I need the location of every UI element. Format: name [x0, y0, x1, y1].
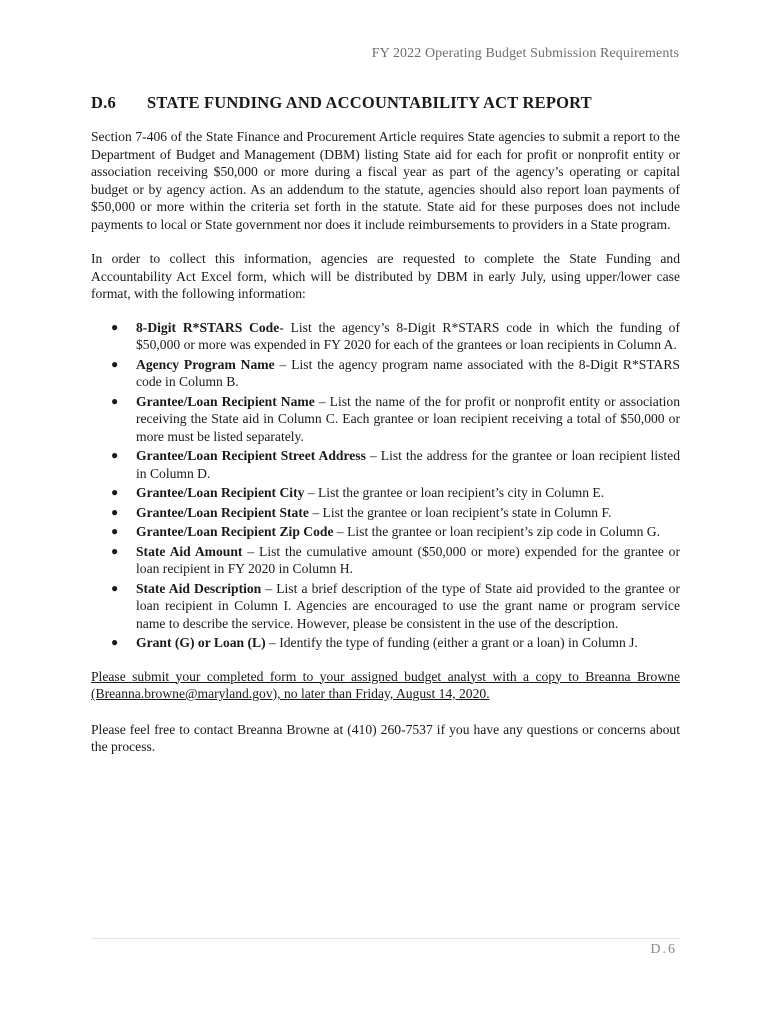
- field-list-item: [91, 580, 680, 633]
- bullet-icon: ●: [111, 319, 119, 334]
- collection-paragraph: In order to collect this information, agencies are requested to complete the State Funding and Accountability Act Excel form, which will be distributed by DBM in early July, using upper/lower case format, with the following information:: [91, 251, 680, 301]
- field-list: [91, 319, 680, 652]
- field-list-item: [91, 523, 680, 541]
- field-description: – List the grantee or loan recipient’s city in Column E.: [304, 485, 605, 500]
- field-list-item: [91, 447, 680, 482]
- field-term: State Aid Amount: [136, 543, 243, 559]
- bullet-icon: ●: [111, 543, 119, 558]
- field-description: – List the address for the grantee or loan recipient listed in Column D.: [136, 448, 681, 481]
- page-number: D.6: [650, 942, 677, 957]
- field-description: – Identify the type of funding (either a grant or a loan) in Column J.: [265, 635, 638, 650]
- field-term: Grantee/Loan Recipient Zip Code: [136, 524, 334, 539]
- section-body: [91, 128, 680, 756]
- field-description: – List a brief description of the type of State aid provided to the grantee or loan recipient in Column I. Agencies are encouraged to use the grant name or program service name to describe the service. However, please be consistent in the use of the description.: [136, 580, 680, 631]
- bullet-icon: ●: [111, 524, 119, 538]
- field-description: – List the cumulative amount ($50,000 or more) expended for the grantee or loan recipient in FY 2020 in Column H.: [136, 543, 680, 576]
- field-list-item: [91, 319, 680, 354]
- submission-instructions: Please submit your completed form to your assigned budget analyst with a copy to Breanna Browne (Breanna.browne@maryland.gov), no later than Friday, August 14, 2020.: [91, 668, 680, 701]
- section-number: D.6: [91, 93, 116, 112]
- bullet-icon: ●: [111, 485, 119, 499]
- field-term: Agency Program Name: [136, 356, 275, 372]
- field-term: Grantee/Loan Recipient City: [136, 485, 305, 500]
- field-list-item: [91, 356, 680, 391]
- field-term: Grantee/Loan Recipient Street Address: [136, 448, 366, 463]
- field-description: – List the grantee or loan recipient’s zip code in Column G.: [333, 524, 661, 539]
- field-term: Grantee/Loan Recipient State: [136, 504, 309, 520]
- running-header: FY 2022 Operating Budget Submission Requirements: [371, 46, 679, 61]
- field-term: 8-Digit R*STARS Code: [136, 319, 280, 335]
- intro-paragraph: Section 7-406 of the State Finance and Procurement Article requires State agencies to submit a report to the Department of Budget and Management (DBM) listing State aid for each for profit or nonprofit entity or association receiving $50,000 or more during a fiscal year as part of the agency’s operating or capital budget or by agency action. As an addendum to the statute, agencies should also report loan payments of $50,000 or more within the criteria set forth in the statute. State aid for these purposes does not include payments to local or State government nor does it include reimbursements to providers in a State program.: [91, 129, 680, 232]
- field-description: – List the agency program name associated with the 8-Digit R*STARS code in Column B.: [136, 356, 680, 389]
- field-list-item: [91, 484, 680, 502]
- field-description: - List the agency’s 8-Digit R*STARS code in which the funding of $50,000 or more was expended in FY 2020 for each of the grantees or loan recipients in Column A.: [136, 319, 680, 352]
- field-description: – List the name of the for profit or nonprofit entity or association receiving the State aid in Column C. Each grantee or loan recipient receiving a total of $50,000 or more must be listed separately.: [136, 393, 680, 444]
- bullet-icon: ●: [111, 504, 119, 519]
- bullet-icon: ●: [111, 448, 119, 462]
- field-list-item: [91, 543, 680, 578]
- field-list-item: [91, 393, 680, 446]
- section-heading: [91, 93, 681, 113]
- field-description: – List the grantee or loan recipient’s state in Column F.: [308, 504, 612, 520]
- field-list-item: [91, 504, 680, 522]
- bullet-icon: ●: [111, 356, 119, 371]
- bullet-icon: ●: [111, 393, 119, 408]
- field-term: Grant (G) or Loan (L): [136, 635, 266, 650]
- field-list-item: [91, 634, 680, 652]
- bullet-icon: ●: [111, 635, 119, 649]
- footer-divider: [91, 938, 680, 939]
- field-term: State Aid Description: [136, 580, 262, 596]
- field-term: Grantee/Loan Recipient Name: [136, 393, 315, 409]
- bullet-icon: ●: [111, 580, 119, 595]
- contact-paragraph: Please feel free to contact Breanna Browne at (410) 260-7537 if you have any questions or concerns about the process.: [91, 721, 680, 754]
- section-title: STATE FUNDING AND ACCOUNTABILITY ACT REPORT: [147, 93, 592, 112]
